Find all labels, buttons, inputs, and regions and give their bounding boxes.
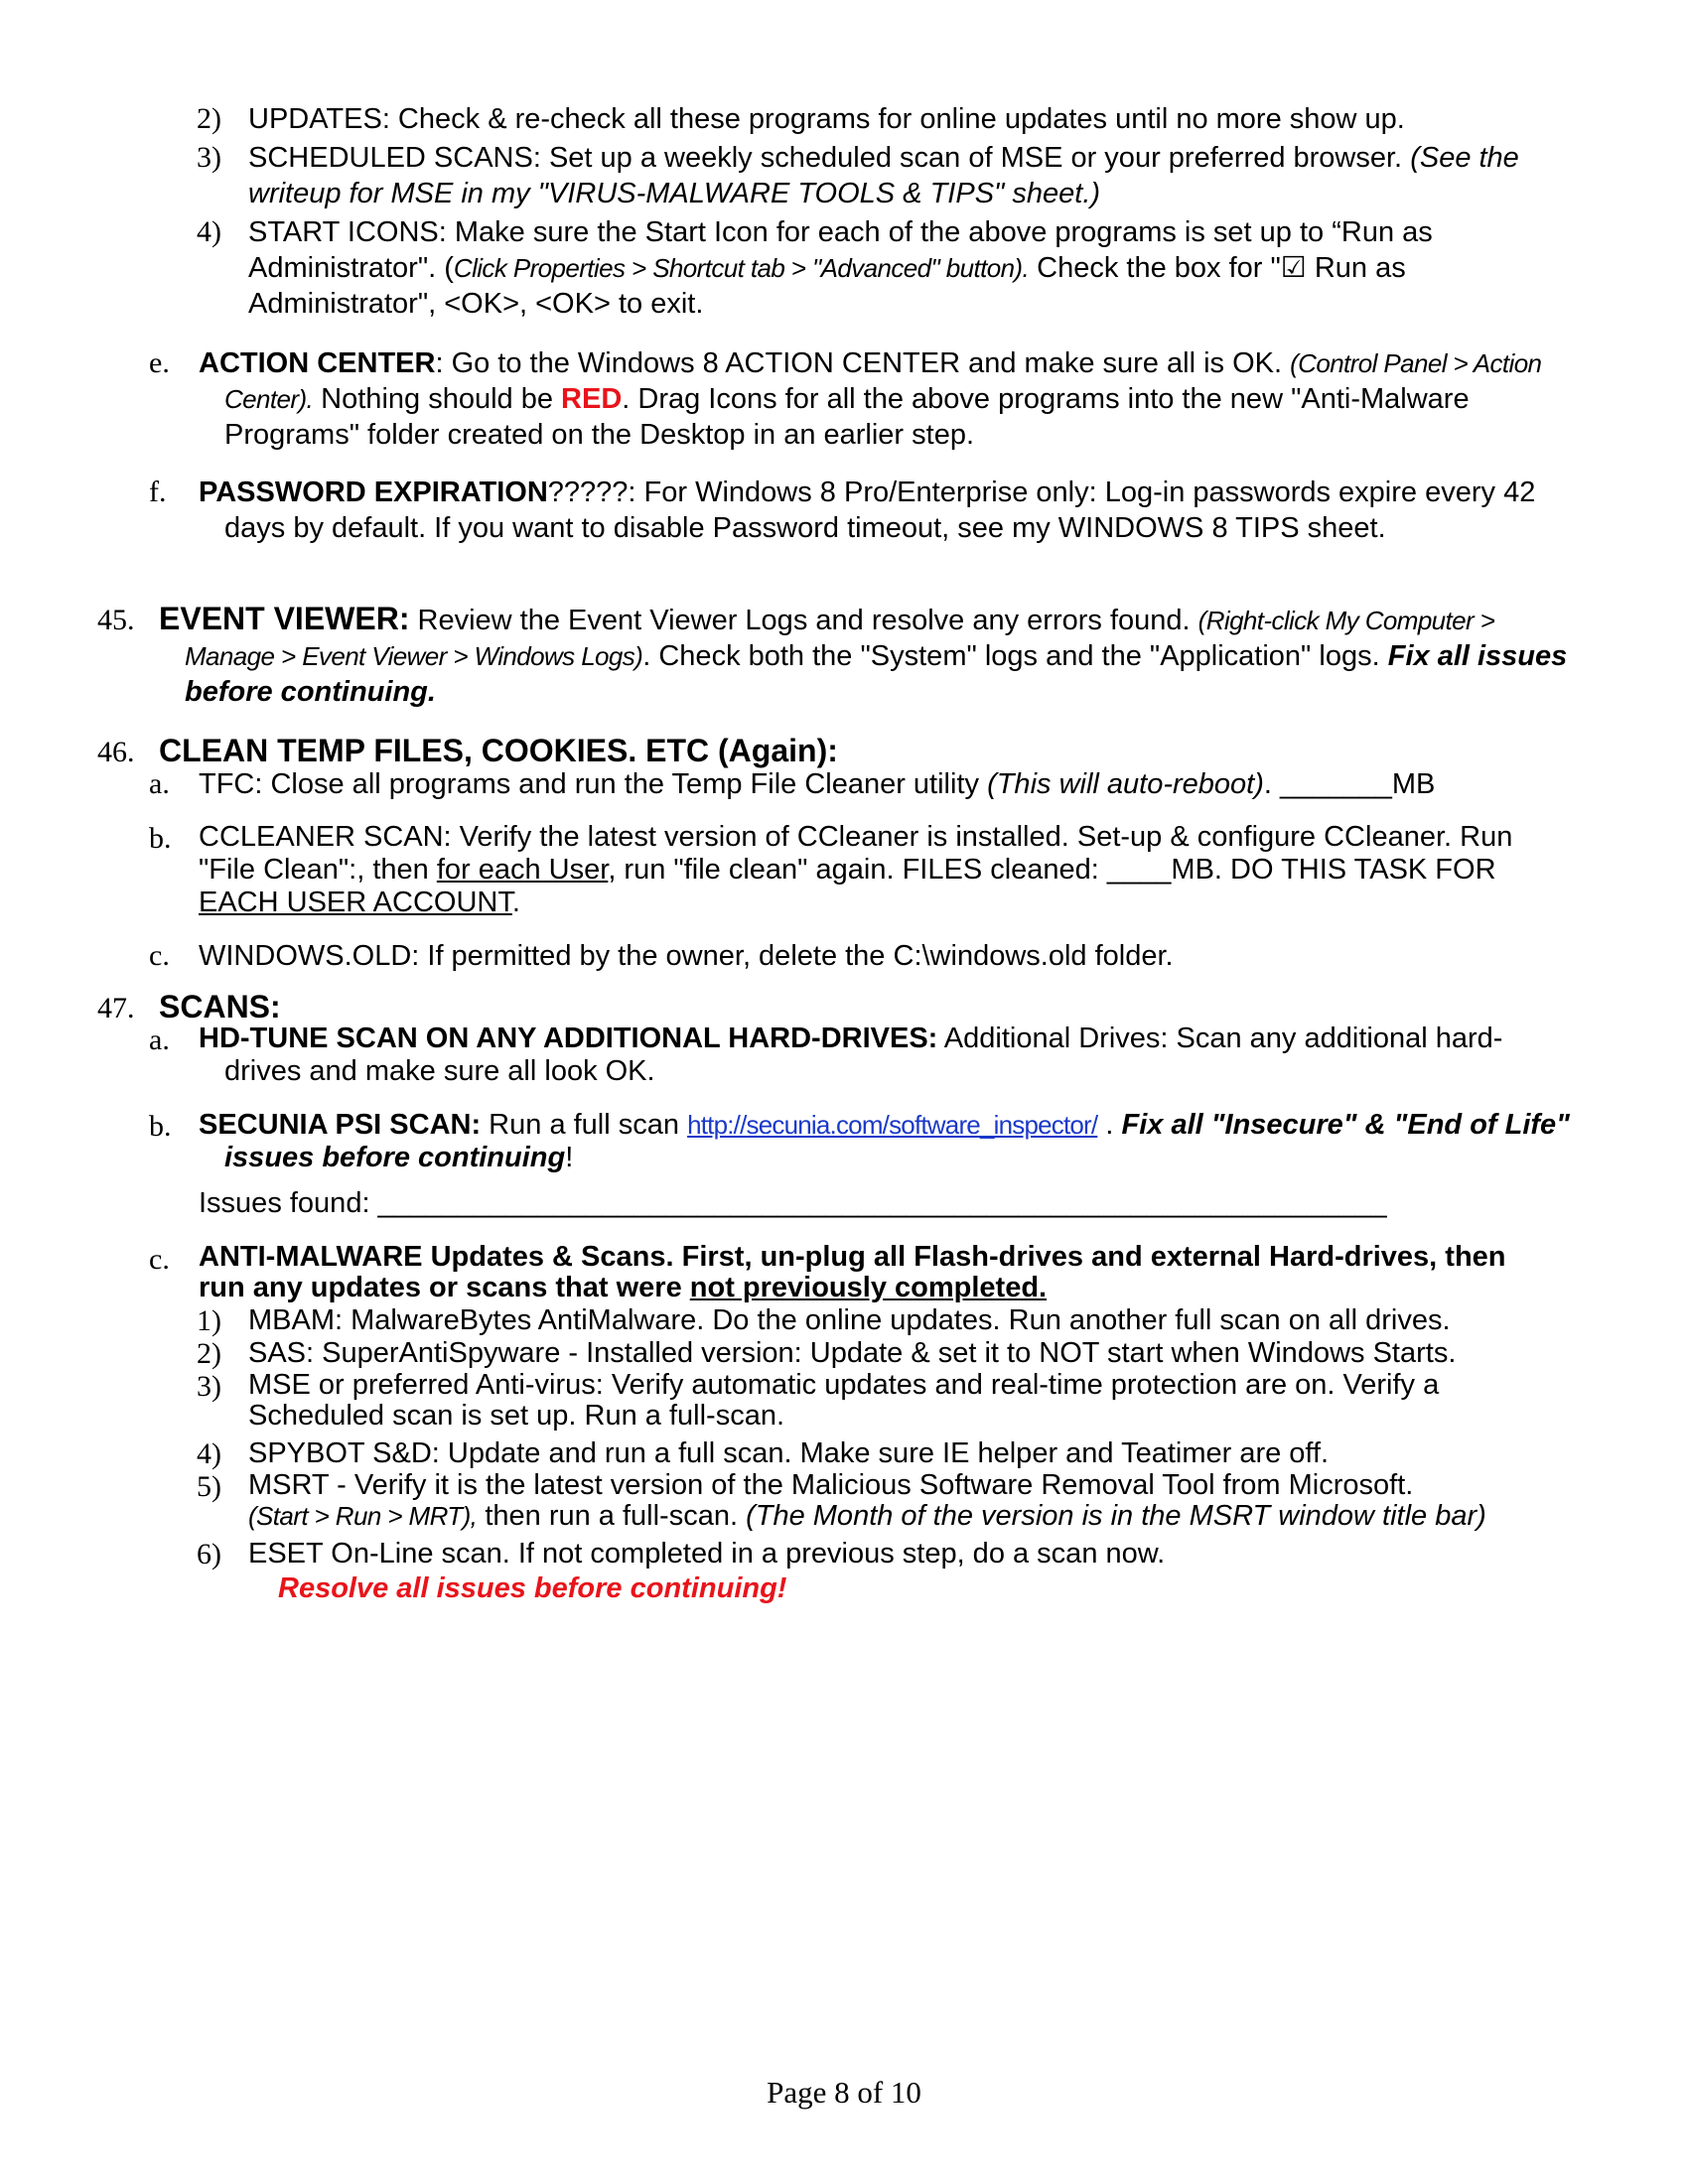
item-letter: a. [149, 767, 170, 800]
windows-old-item [199, 938, 1569, 974]
event-viewer-path: (Right-click My Computer > Manage > Event Viewer > Windows Logs) [185, 606, 1495, 671]
item-number: 4) [197, 215, 221, 248]
clean-temp-section [159, 733, 1549, 770]
action-center-label: ACTION CENTER [199, 347, 436, 379]
event-viewer-section [159, 601, 1575, 710]
event-viewer-text-2: . Check both the "System" logs and the "Application" logs. [642, 640, 1388, 672]
action-center-text: : Go to the Windows 8 ACTION CENTER and make sure all is OK. [435, 347, 1291, 379]
issues-found-line[interactable] [199, 1185, 1489, 1221]
item-letter: b. [149, 1110, 172, 1143]
updates-text: UPDATES: Check & re-check all these programs for online updates until no more show up. [248, 103, 1405, 135]
anti-malware-item [199, 1242, 1539, 1303]
secunia-label: SECUNIA PSI SCAN: [199, 1109, 482, 1141]
anti-malware-intro: ANTI-MALWARE Updates & Scans. First, un-plug all Flash-drives and external Hard-drives, then run any updates or scans that were [199, 1241, 1506, 1303]
item-number: 2) [197, 1337, 221, 1370]
ccleaner-underline-1: for each User [436, 854, 609, 886]
mbam-text: MBAM: MalwareBytes AntiMalware. Do the online updates. Run another full scan on all drives. [248, 1304, 1451, 1336]
sas-item [248, 1337, 1579, 1370]
secunia-text-2: . [1097, 1109, 1122, 1141]
password-expiration-text: ?????: For Windows 8 Pro/Enterprise only: Log-in passwords expire every 42 days by default. If you want to disable Password timeout, see my WINDOWS 8 TIPS sheet. [224, 477, 1536, 544]
action-center-text-2: Nothing should be [313, 383, 562, 415]
event-viewer-text: Review the Event Viewer Logs and resolve any errors found. [409, 605, 1198, 636]
section-number: 46. [97, 736, 135, 768]
event-viewer-heading: EVENT VIEWER: [159, 601, 410, 636]
secunia-link[interactable]: http://secunia.com/software_inspector/ [687, 1110, 1098, 1140]
item-number: 4) [197, 1437, 221, 1470]
password-expiration-item [199, 475, 1545, 546]
anti-malware-underline: not previously completed. [689, 1272, 1048, 1303]
secunia-text: Run a full scan [481, 1109, 688, 1141]
ccleaner-text-2: , run "file clean" again. FILES cleaned: ____MB. DO THIS TASK FOR [608, 854, 1496, 886]
action-center-path: (Control Panel > Action Center). [224, 348, 1542, 414]
scans-section [159, 989, 281, 1026]
tfc-note: (This will auto-reboot) [987, 768, 1264, 800]
password-expiration-label: PASSWORD EXPIRATION [199, 477, 548, 508]
secunia-warning: Fix all "Insecure" & "End of Life" issues before continuing [224, 1109, 1570, 1173]
msrt-path: (Start > Run > MRT), [248, 1501, 478, 1531]
sas-text: SAS: SuperAntiSpyware - Installed version: Update & set it to NOT start when Windows Starts. [248, 1337, 1457, 1369]
scheduled-scans-text: SCHEDULED SCANS: Set up a weekly scheduled scan of MSE or your preferred browser. [248, 142, 1403, 174]
tfc-text-2: . _______MB [1263, 768, 1436, 800]
msrt-text-2: then run a full-scan. [477, 1500, 747, 1532]
section-number: 47. [97, 992, 135, 1024]
item-letter: c. [149, 1243, 170, 1276]
hd-tune-item [199, 1023, 1545, 1088]
scheduled-scans-note: (See the writeup for MSE in my "VIRUS-MALWARE TOOLS & TIPS" sheet.) [248, 142, 1519, 209]
windows-old-text: WINDOWS.OLD: If permitted by the owner, delete the C:\windows.old folder. [199, 940, 1174, 972]
mse-item [248, 1370, 1539, 1432]
msrt-note: (The Month of the version is in the MSRT window title bar) [746, 1500, 1486, 1532]
updates-item [248, 101, 1579, 137]
clean-temp-heading: CLEAN TEMP FILES, COOKIES. ETC (Again): [159, 733, 838, 768]
item-number: 1) [197, 1304, 221, 1337]
scheduled-scans-item [248, 140, 1579, 211]
tfc-item [199, 766, 1569, 802]
red-emphasis: RED [561, 383, 623, 415]
section-number: 45. [97, 604, 135, 636]
start-icons-text-2: Check the box for "☑ Run as Administrator", <OK>, <OK> to exit. [248, 252, 1406, 320]
ccleaner-item [199, 821, 1569, 919]
item-number: 3) [197, 141, 221, 174]
spybot-item [248, 1437, 1579, 1470]
msrt-text: MSRT - Verify it is the latest version of the Malicious Software Removal Tool from Microsoft. [248, 1469, 1414, 1501]
msrt-item [248, 1470, 1579, 1532]
hd-tune-text: Additional Drives: Scan any additional hard-drives and make sure all look OK. [224, 1023, 1503, 1087]
tfc-text: TFC: Close all programs and run the Temp File Cleaner utility [199, 768, 988, 800]
final-warning: Resolve all issues before continuing! [278, 1572, 787, 1604]
secunia-text-3: ! [565, 1142, 574, 1173]
spybot-text: SPYBOT S&D: Update and run a full scan. Make sure IE helper and Teatimer are off. [248, 1437, 1330, 1469]
item-letter: b. [149, 822, 172, 855]
item-number: 2) [197, 102, 221, 135]
item-letter: e. [149, 346, 170, 379]
start-icons-item [248, 214, 1539, 322]
event-viewer-warning: Fix all issues before continuing. [185, 640, 1568, 708]
mse-text: MSE or preferred Anti-virus: Verify automatic updates and real-time protection are on. Verify a Scheduled scan is set up. Run a full-scan. [248, 1369, 1440, 1432]
item-letter: a. [149, 1024, 170, 1056]
item-number: 6) [197, 1538, 221, 1570]
eset-text: ESET On-Line scan. If not completed in a previous step, do a scan now. [248, 1538, 1166, 1570]
action-center-text-3: . Drag Icons for all the above programs into the new "Anti-Malware Programs" folder created on the Desktop in an earlier step. [224, 383, 1470, 451]
item-number: 5) [197, 1470, 221, 1503]
ccleaner-underline-2: EACH USER ACCOUNT [199, 887, 512, 918]
ccleaner-text: CCLEANER SCAN: Verify the latest version of CCleaner is installed. Set-up & configure CCleaner. Run "File Clean":, then [199, 821, 1513, 886]
item-letter: c. [149, 939, 170, 972]
mbam-item [248, 1304, 1579, 1337]
ccleaner-text-3: . [511, 887, 520, 918]
action-center-item [199, 345, 1585, 453]
secunia-item [199, 1109, 1595, 1174]
page-footer: Page 8 of 10 [767, 2075, 921, 2110]
hd-tune-label: HD-TUNE SCAN ON ANY ADDITIONAL HARD-DRIVES: [199, 1023, 938, 1054]
start-icons-path: Click Properties > Shortcut tab > "Advanced" button). [453, 253, 1030, 283]
item-number: 3) [197, 1370, 221, 1403]
item-letter: f. [149, 476, 167, 508]
scans-heading: SCANS: [159, 989, 281, 1024]
start-icons-text: START ICONS: Make sure the Start Icon for each of the above programs is set up to “Run as Administrator". ( [248, 216, 1433, 284]
issues-found-text: Issues found: _______________________________________________________________ [199, 1187, 1387, 1219]
eset-item [248, 1538, 1579, 1570]
